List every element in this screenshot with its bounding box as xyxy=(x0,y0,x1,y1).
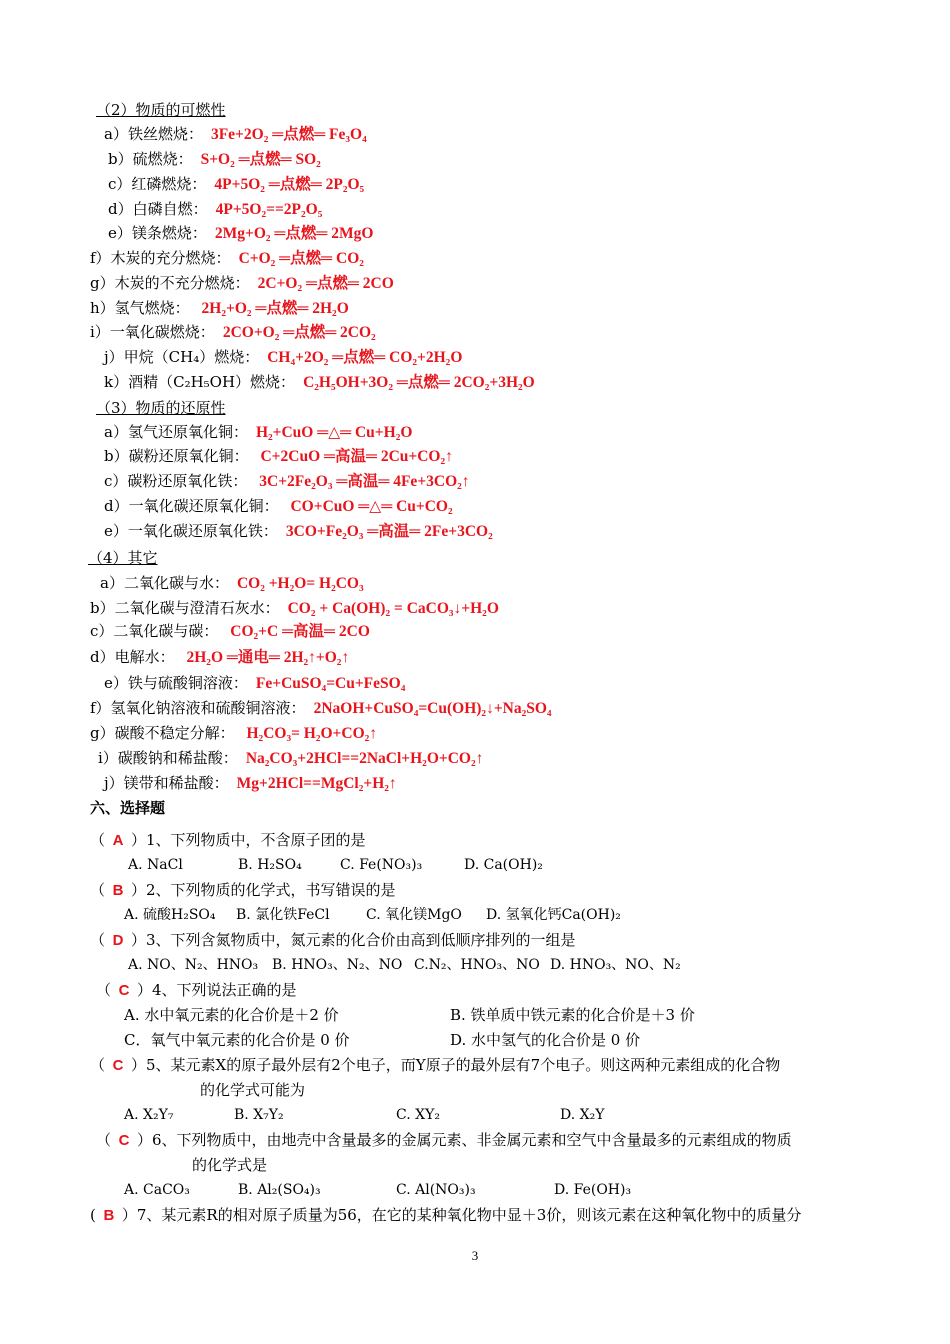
reaction-line xyxy=(104,471,470,491)
reaction-label: i）碳酸钠和稀盐酸： xyxy=(98,749,238,767)
reaction-equation: C₂H₅OH+3O₂ ═点燃═ 2CO₂+3H₂O xyxy=(303,374,535,391)
reaction-equation: 3C+2Fe₂O₃ ═高温═ 4Fe+3CO₂↑ xyxy=(255,473,470,490)
question-text: ）6、下列物质中，由地壳中含量最多的金属元素、非金属元素和空气中含量最多的元素组成的物质 xyxy=(137,1131,792,1149)
reaction-line xyxy=(104,446,453,466)
question-text-continued: 的化学式可能为 xyxy=(200,1081,306,1099)
reaction-equation: H₂CO₃= H₂O+CO₂↑ xyxy=(242,725,378,742)
page-number: 3 xyxy=(471,1248,479,1263)
reaction-label: e）镁条燃烧： xyxy=(108,224,207,242)
option-row xyxy=(0,955,950,975)
option-a: A. 水中氧元素的化合价是＋2 价 xyxy=(124,1006,339,1024)
reaction-label: c）红磷燃烧： xyxy=(108,175,207,193)
option-a: A. X₂Y₇ xyxy=(124,1107,174,1123)
question-stem: （ C ）6、下列物质中，由地壳中含量最多的金属元素、非金属元素和空气中含量最多的元素组成的物质 xyxy=(96,1131,792,1149)
reaction-label: k）酒精（C₂H₅OH）燃烧： xyxy=(104,373,296,391)
option-row xyxy=(0,1030,950,1050)
reaction-label: c）二氧化碳与碳： xyxy=(90,622,219,640)
section-heading-other: （4）其它 xyxy=(88,549,158,567)
answer-mark: B xyxy=(112,882,124,899)
option-row xyxy=(0,1005,950,1025)
option-row xyxy=(0,855,950,875)
reaction-label: j）镁带和稀盐酸： xyxy=(104,774,229,792)
reaction-line xyxy=(90,322,376,342)
reaction-label: a）氢气还原氧化铜： xyxy=(104,423,248,441)
answer-mark: B xyxy=(103,1207,115,1224)
reaction-line xyxy=(104,372,535,392)
reaction-equation: CO₂ + Ca(OH)₂ = CaCO₃↓+H₂O xyxy=(287,600,499,617)
option-c: C.N₂、HNO₃、NO xyxy=(414,957,540,973)
reaction-line xyxy=(104,773,397,793)
option-b: B. HNO₃、N₂、NO xyxy=(272,957,403,973)
reaction-line xyxy=(104,347,462,367)
reaction-equation: CO₂+C ═高温═ 2CO xyxy=(226,623,370,640)
reaction-equation: C+2CuO ═高温═ 2Cu+CO₂↑ xyxy=(256,448,453,465)
reaction-equation: 2Mg+O₂ ═点燃═ 2MgO xyxy=(214,225,374,242)
reaction-line xyxy=(90,248,364,268)
option-c: C．氧气中氧元素的化合价是 0 价 xyxy=(124,1031,350,1049)
reaction-label: i）一氧化碳燃烧： xyxy=(90,323,215,341)
question-stem: （ B ）2、下列物质的化学式，书写错误的是 xyxy=(90,881,396,899)
reaction-line xyxy=(104,521,493,541)
section-heading-combustibility: （2）物质的可燃性 xyxy=(96,101,226,119)
reaction-label: e）铁与硫酸铜溶液： xyxy=(104,674,248,692)
reaction-equation: S+O₂ ═点燃═ SO₂ xyxy=(200,151,321,168)
answer-mark: C xyxy=(118,982,130,999)
reaction-equation: 2C+O₂ ═点燃═ 2CO xyxy=(257,275,394,292)
question-text: ）3、下列含氮物质中，氮元素的化合价由高到低顺序排列的一组是 xyxy=(131,931,576,949)
question-text: ）5、某元素X的原子最外层有2个电子，而Y原子的最外层有7个电子。则这两种元素组成的化合物 xyxy=(131,1056,781,1074)
reaction-equation: H₂+CuO ═△═ Cu+H₂O xyxy=(255,424,413,441)
reaction-line xyxy=(90,273,394,293)
answer-mark: A xyxy=(112,832,124,849)
reaction-label: d）电解水： xyxy=(90,648,175,666)
option-b: B. 氯化铁FeCl xyxy=(236,907,330,923)
reaction-line xyxy=(100,573,364,593)
question-stem: （ C ）4、下列说法正确的是 xyxy=(96,981,297,999)
reaction-equation: CO₂ +H₂O= H₂CO₃ xyxy=(236,575,364,592)
reaction-equation: 2H₂+O₂ ═点燃═ 2H₂O xyxy=(197,300,349,317)
reaction-equation: 4P+5O₂==2P₂O₅ xyxy=(215,201,323,218)
reaction-label: g）木炭的不充分燃烧： xyxy=(90,274,250,292)
reaction-label: a）铁丝燃烧： xyxy=(104,125,203,143)
reaction-equation: CO+CuO ═△═ Cu+CO₂ xyxy=(286,498,453,515)
option-a: A. CaCO₃ xyxy=(124,1182,190,1198)
option-row xyxy=(0,905,950,925)
section-heading-reducibility: （3）物质的还原性 xyxy=(96,399,226,417)
reaction-equation: 3CO+Fe₂O₃ ═高温═ 2Fe+3CO₂ xyxy=(285,523,493,540)
option-d: D. 水中氢气的化合价是 0 价 xyxy=(450,1031,641,1049)
reaction-equation: CH₄+2O₂ ═点燃═ CO₂+2H₂O xyxy=(267,349,463,366)
option-c: C. XY₂ xyxy=(396,1107,440,1123)
reaction-equation: 2H₂O ═通电═ 2H₂↑+O₂↑ xyxy=(182,649,350,666)
reaction-equation: 2NaOH+CuSO₄=Cu(OH)₂↓+Na₂SO₄ xyxy=(313,700,552,717)
option-a: A. 硫酸H₂SO₄ xyxy=(124,907,216,923)
reaction-line xyxy=(104,124,367,144)
reaction-label: g）碳酸不稳定分解： xyxy=(90,724,235,742)
reaction-line xyxy=(104,673,405,693)
reaction-label: d）白磷自燃： xyxy=(108,200,208,218)
option-d: D. HNO₃、NO、N₂ xyxy=(550,957,681,973)
reaction-line xyxy=(90,647,349,667)
reaction-label: a）二氧化碳与水： xyxy=(100,574,229,592)
option-c: C. Al(NO₃)₃ xyxy=(396,1182,476,1198)
reaction-label: f）木炭的充分燃烧： xyxy=(90,249,231,267)
option-d: D. X₂Y xyxy=(560,1107,605,1123)
reaction-equation: C+O₂ ═点燃═ CO₂ xyxy=(238,250,364,267)
option-c: C. Fe(NO₃)₃ xyxy=(340,857,423,873)
option-c: C. 氧化镁MgO xyxy=(366,907,462,923)
reaction-line xyxy=(108,199,322,219)
option-b: B. Al₂(SO₄)₃ xyxy=(238,1182,321,1198)
option-d: D. Fe(OH)₃ xyxy=(554,1182,632,1198)
option-d: D. 氢氧化钙Ca(OH)₂ xyxy=(486,907,621,923)
reaction-line xyxy=(90,298,349,318)
reaction-label: f）氢氧化钠溶液和硫酸铜溶液： xyxy=(90,699,306,717)
option-b: B. 铁单质中铁元素的化合价是＋3 价 xyxy=(450,1006,695,1024)
question-text: ）2、下列物质的化学式，书写错误的是 xyxy=(131,881,396,899)
reaction-line xyxy=(104,422,412,442)
question-text: ）1、下列物质中，不含原子团的是 xyxy=(131,831,366,849)
section-heading-multiple-choice: 六、选择题 xyxy=(90,799,166,817)
question-stem: （ A ）1、下列物质中，不含原子团的是 xyxy=(90,831,366,849)
option-b: B. X₇Y₂ xyxy=(234,1107,284,1123)
reaction-line xyxy=(98,748,483,768)
reaction-equation: Na₂CO₃+2HCl==2NaCl+H₂O+CO₂↑ xyxy=(245,750,484,767)
question-stem: （ D ）3、下列含氮物质中，氮元素的化合价由高到低顺序排列的一组是 xyxy=(90,931,576,949)
reaction-line xyxy=(90,598,499,618)
answer-mark: D xyxy=(112,932,124,949)
reaction-line xyxy=(104,496,453,516)
reaction-label: b）二氧化碳与澄清石灰水： xyxy=(90,599,280,617)
answer-mark: C xyxy=(118,1132,130,1149)
question-text: ）4、下列说法正确的是 xyxy=(137,981,297,999)
answer-mark: C xyxy=(112,1057,124,1074)
reaction-label: d）一氧化碳还原氧化铜： xyxy=(104,497,279,515)
reaction-line xyxy=(108,149,321,169)
reaction-equation: 3Fe+2O₂ ═点燃═ Fe₃O₄ xyxy=(210,126,367,143)
reaction-label: c）碳粉还原氧化铁： xyxy=(104,472,248,490)
option-b: B. H₂SO₄ xyxy=(238,857,302,873)
reaction-equation: Fe+CuSO₄=Cu+FeSO₄ xyxy=(255,675,406,692)
question-text: ）7、某元素R的相对原子质量为56，在它的某种氧化物中显＋3价，则该元素在这种氧化物中的质量分 xyxy=(121,1206,802,1224)
reaction-label: b）碳粉还原氧化铜： xyxy=(104,447,249,465)
reaction-equation: 2CO+O₂ ═点燃═ 2CO₂ xyxy=(222,324,376,341)
reaction-label: j）甲烷（CH₄）燃烧： xyxy=(104,348,260,366)
reaction-line xyxy=(108,223,373,243)
reaction-equation: 4P+5O₂ ═点燃═ 2P₂O₅ xyxy=(214,176,365,193)
reaction-equation: Mg+2HCl==MgCl₂+H₂↑ xyxy=(236,775,397,792)
option-d: D. Ca(OH)₂ xyxy=(464,857,543,873)
reaction-line xyxy=(108,174,364,194)
reaction-label: h）氢气燃烧： xyxy=(90,299,190,317)
option-row xyxy=(0,1180,950,1200)
option-a: A. NaCl xyxy=(128,857,183,873)
question-text-continued: 的化学式是 xyxy=(192,1156,268,1174)
reaction-line xyxy=(90,723,377,743)
option-row xyxy=(0,1105,950,1125)
reaction-line xyxy=(90,698,552,718)
reaction-label: e）一氧化碳还原氧化铁： xyxy=(104,522,278,540)
question-stem: ( B ）7、某元素R的相对原子质量为56，在它的某种氧化物中显＋3价，则该元素在这种氧化物中的质量分 xyxy=(90,1206,802,1224)
question-stem: （ C ）5、某元素X的原子最外层有2个电子，而Y原子的最外层有7个电子。则这两种元素组成的化合物 xyxy=(90,1056,781,1074)
reaction-line xyxy=(90,621,370,641)
reaction-label: b）硫燃烧： xyxy=(108,150,193,168)
option-a: A. NO、N₂、HNO₃ xyxy=(128,957,259,973)
